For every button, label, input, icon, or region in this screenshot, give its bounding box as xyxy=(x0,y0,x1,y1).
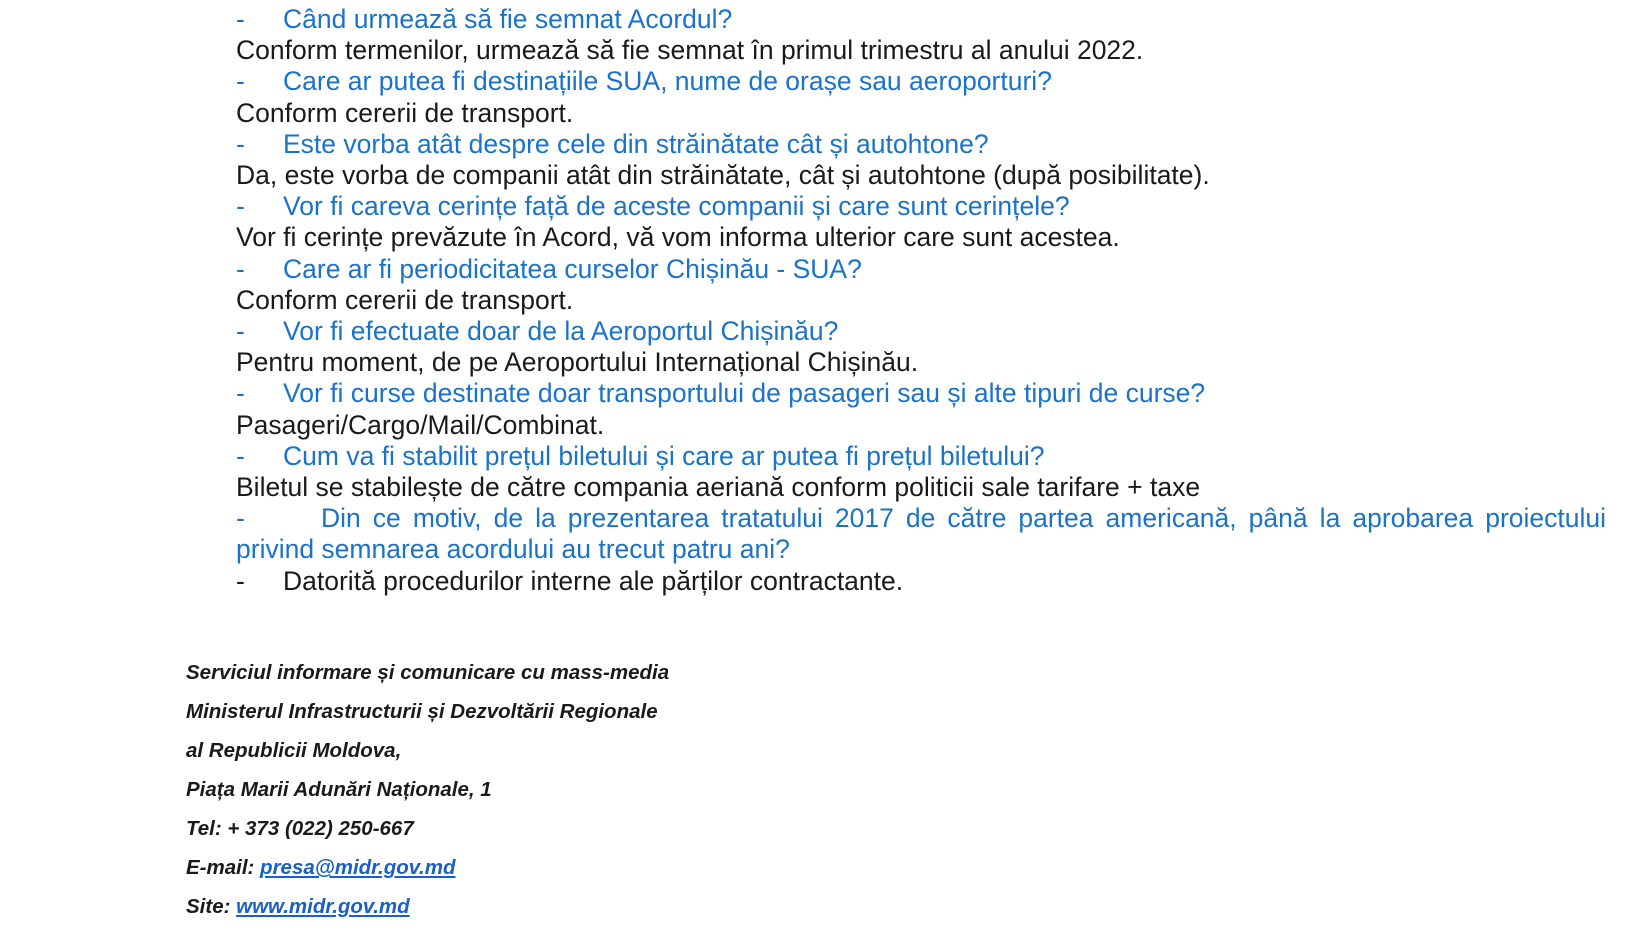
answer-companies: Da, este vorba de companii atât din străinătate, cât și autohtone (după posibilitate). xyxy=(236,160,1210,191)
list-dash: - xyxy=(236,316,245,347)
question-text: Este vorba atât despre cele din străinătate cât și autohtone? xyxy=(283,128,989,159)
list-dash: - xyxy=(236,440,245,471)
answer-ticket-price: Biletul se stabilește de către compania aeriană conform politicii sale tarifare + taxe xyxy=(236,472,1201,503)
footer-email xyxy=(186,848,669,887)
question-requirements xyxy=(236,191,1606,222)
list-dash: - xyxy=(236,378,245,409)
answer-text: Datorită procedurilor interne ale părților contractante. xyxy=(283,565,904,596)
site-label: Site: xyxy=(186,895,237,918)
question-four-years xyxy=(236,503,1606,565)
footer-address: Piața Marii Adunări Naționale, 1 xyxy=(186,778,492,801)
answer-destinations: Conform cererii de transport. xyxy=(236,97,574,128)
question-text: Cum va fi stabilit prețul biletului și care ar putea fi prețul biletului? xyxy=(283,440,1045,471)
list-dash: - xyxy=(236,128,245,159)
answer-four-years xyxy=(236,566,1606,597)
question-airport xyxy=(236,316,1606,347)
list-dash: - xyxy=(236,253,245,284)
question-text: Din ce motiv, de la prezentarea tratatului 2017 de către partea americană, până la aprobarea proiectului privind semnarea acordului au trecut patru ani? xyxy=(236,503,1606,565)
answer-signing-date: Conform termenilor, urmează să fie semnat în primul trimestru al anului 2022. xyxy=(236,35,1144,66)
list-dash: - xyxy=(236,66,245,97)
question-frequency xyxy=(236,254,1606,285)
email-label: E-mail: xyxy=(186,856,261,879)
question-companies xyxy=(236,129,1606,160)
footer-ministry-name: Ministerul Infrastructurii și Dezvoltării Regionale xyxy=(186,700,658,723)
question-text: Vor fi efectuate doar de la Aeroportul Chișinău? xyxy=(283,316,839,347)
qa-section xyxy=(236,4,1606,597)
footer-service-name: Serviciul informare și comunicare cu mass-media xyxy=(186,661,670,684)
question-signing-date xyxy=(236,4,1606,35)
answer-flight-types: Pasageri/Cargo/Mail/Combinat. xyxy=(236,409,605,440)
list-dash: - xyxy=(236,191,245,222)
answer-airport: Pentru moment, de pe Aeroportului Internațional Chișinău. xyxy=(236,347,919,378)
list-dash: - xyxy=(236,4,245,34)
footer-site xyxy=(186,887,669,926)
list-dash: - xyxy=(236,503,245,534)
contact-footer xyxy=(186,653,669,926)
question-flight-types xyxy=(236,378,1606,409)
question-text: Care ar putea fi destinațiile SUA, nume de orașe sau aeroporturi? xyxy=(283,66,1052,97)
question-text: Vor fi curse destinate doar transportului de pasageri sau și alte tipuri de curse? xyxy=(283,378,1206,409)
question-text: Când urmează să fie semnat Acordul? xyxy=(283,4,733,34)
question-text: Vor fi careva cerințe față de aceste companii și care sunt cerințele? xyxy=(283,191,1070,222)
question-text: Care ar fi periodicitatea curselor Chișinău - SUA? xyxy=(283,253,862,284)
site-link[interactable]: www.midr.gov.md xyxy=(236,895,410,918)
list-dash: - xyxy=(236,565,245,596)
answer-requirements: Vor fi cerințe prevăzute în Acord, vă vom informa ulterior care sunt acestea. xyxy=(236,222,1120,253)
footer-country: al Republicii Moldova, xyxy=(186,739,402,762)
question-destinations xyxy=(236,66,1606,97)
answer-frequency: Conform cererii de transport. xyxy=(236,284,574,315)
question-ticket-price xyxy=(236,441,1606,472)
footer-phone: Tel: + 373 (022) 250-667 xyxy=(186,817,414,840)
email-link[interactable]: presa@midr.gov.md xyxy=(260,856,456,879)
